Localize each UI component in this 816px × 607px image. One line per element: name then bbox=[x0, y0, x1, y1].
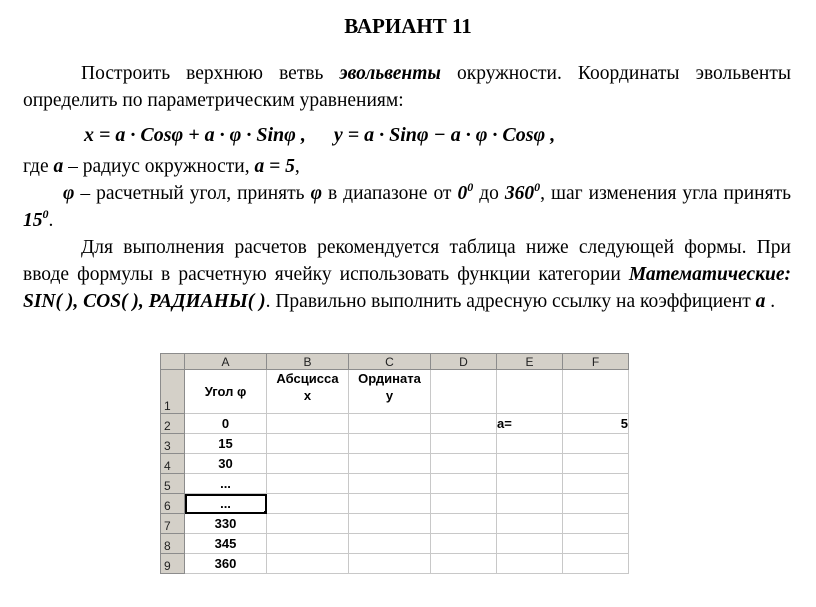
formula-y: y = a · Sinφ − a · φ · Cosφ , bbox=[333, 124, 556, 146]
cell-f6[interactable] bbox=[563, 494, 629, 514]
instructions-end: . bbox=[765, 291, 776, 312]
cell-d9[interactable] bbox=[431, 554, 497, 574]
row-header-6[interactable]: 6 bbox=[161, 494, 185, 514]
cell-e6[interactable] bbox=[497, 494, 563, 514]
formula-x: x = a · Cosφ + a · φ · Sinφ , bbox=[84, 124, 306, 146]
cell-f2[interactable]: 5 bbox=[563, 414, 629, 434]
cell-f3[interactable] bbox=[563, 434, 629, 454]
cell-e7[interactable] bbox=[497, 514, 563, 534]
spreadsheet-grid bbox=[160, 353, 629, 574]
cell-a1[interactable]: Угол φ bbox=[185, 370, 267, 414]
cell-e9[interactable] bbox=[497, 554, 563, 574]
cell-a5[interactable]: ... bbox=[185, 474, 267, 494]
cell-b5[interactable] bbox=[267, 474, 349, 494]
row-header-7[interactable]: 7 bbox=[161, 514, 185, 534]
page-title: ВАРИАНТ 11 bbox=[344, 14, 472, 38]
task-text-1: Построить верхнюю ветвь bbox=[81, 63, 340, 84]
range-to-degree: 0 bbox=[534, 180, 541, 194]
cell-a6-active[interactable]: ... bbox=[185, 494, 267, 514]
abscissa-label: Абсцисса bbox=[276, 371, 339, 386]
cell-e2[interactable]: a= bbox=[497, 414, 563, 434]
cell-d4[interactable] bbox=[431, 454, 497, 474]
cell-c9[interactable] bbox=[349, 554, 431, 574]
instructions-text-2: . Правильно выполнить адресную ссылку на коэффициент bbox=[265, 291, 756, 312]
phi-text-2: в диапазоне от bbox=[321, 183, 458, 204]
cell-d5[interactable] bbox=[431, 474, 497, 494]
radius-text: – радиус окружности, bbox=[63, 156, 255, 177]
instructions-text-1: Для выполнения расчетов рекомендуется таблица ниже следующей формы. При вводе формулы в расчетную ячейку использовать функции категории bbox=[23, 237, 791, 285]
cell-b6[interactable] bbox=[267, 494, 349, 514]
phi-text-4: , шаг изменения угла принять bbox=[540, 183, 791, 204]
cell-d6[interactable] bbox=[431, 494, 497, 514]
row-header-2[interactable]: 2 bbox=[161, 414, 185, 434]
cell-e5[interactable] bbox=[497, 474, 563, 494]
cell-f8[interactable] bbox=[563, 534, 629, 554]
cell-c6[interactable] bbox=[349, 494, 431, 514]
ordinate-label: Ордината bbox=[358, 371, 421, 386]
cell-e4[interactable] bbox=[497, 454, 563, 474]
column-header-f[interactable]: F bbox=[563, 354, 629, 370]
cell-f7[interactable] bbox=[563, 514, 629, 534]
cell-f1[interactable] bbox=[563, 370, 629, 414]
cell-f4[interactable] bbox=[563, 454, 629, 474]
task-paragraph bbox=[23, 60, 791, 114]
row-header-8[interactable]: 8 bbox=[161, 534, 185, 554]
cell-b3[interactable] bbox=[267, 434, 349, 454]
corner-cell[interactable] bbox=[161, 354, 185, 370]
radius-comma: , bbox=[294, 156, 300, 177]
task-text-2: окружности. Координаты эвольвенты определить по параметрическим уравнениям: bbox=[23, 63, 791, 111]
cell-a3[interactable]: 15 bbox=[185, 434, 267, 454]
cell-c2[interactable] bbox=[349, 414, 431, 434]
row-header-3[interactable]: 3 bbox=[161, 434, 185, 454]
column-header-b[interactable]: B bbox=[267, 354, 349, 370]
ordinate-symbol: y bbox=[385, 388, 394, 403]
cell-a7[interactable]: 330 bbox=[185, 514, 267, 534]
cell-b9[interactable] bbox=[267, 554, 349, 574]
cell-b4[interactable] bbox=[267, 454, 349, 474]
functions-list: Математические: SIN( ), COS( ), РАДИАНЫ( ) bbox=[23, 264, 791, 312]
cell-a9[interactable]: 360 bbox=[185, 554, 267, 574]
cell-d7[interactable] bbox=[431, 514, 497, 534]
cell-d3[interactable] bbox=[431, 434, 497, 454]
instructions-paragraph bbox=[23, 234, 791, 315]
cell-a8[interactable]: 345 bbox=[185, 534, 267, 554]
cell-c3[interactable] bbox=[349, 434, 431, 454]
phi-text-1: – расчетный угол, принять bbox=[74, 183, 311, 204]
cell-d1[interactable] bbox=[431, 370, 497, 414]
coef-symbol: a bbox=[755, 291, 766, 312]
column-header-c[interactable]: C bbox=[349, 354, 431, 370]
cell-f9[interactable] bbox=[563, 554, 629, 574]
abscissa-symbol: x bbox=[303, 388, 312, 403]
cell-c4[interactable] bbox=[349, 454, 431, 474]
cell-e8[interactable] bbox=[497, 534, 563, 554]
cell-a2[interactable]: 0 bbox=[185, 414, 267, 434]
cell-e3[interactable] bbox=[497, 434, 563, 454]
cell-f5[interactable] bbox=[563, 474, 629, 494]
involute-term: эвольвенты bbox=[339, 63, 441, 84]
cell-c8[interactable] bbox=[349, 534, 431, 554]
cell-b1[interactable] bbox=[267, 370, 349, 414]
row-header-5[interactable]: 5 bbox=[161, 474, 185, 494]
cell-c7[interactable] bbox=[349, 514, 431, 534]
cell-c5[interactable] bbox=[349, 474, 431, 494]
cell-d8[interactable] bbox=[431, 534, 497, 554]
column-header-e[interactable]: E bbox=[497, 354, 563, 370]
radius-symbol: a bbox=[53, 156, 64, 177]
range-from: 0 bbox=[457, 183, 468, 204]
radius-value: a = 5 bbox=[254, 156, 295, 177]
cell-b2[interactable] bbox=[267, 414, 349, 434]
phi-text-3: до bbox=[473, 183, 505, 204]
cell-d2[interactable] bbox=[431, 414, 497, 434]
row-header-1[interactable]: 1 bbox=[161, 370, 185, 414]
parameters-paragraph bbox=[23, 153, 791, 234]
range-from-degree: 0 bbox=[467, 180, 474, 194]
spreadsheet bbox=[160, 353, 629, 574]
phi-end: . bbox=[48, 210, 54, 231]
column-header-a[interactable]: A bbox=[185, 354, 267, 370]
cell-a4[interactable]: 30 bbox=[185, 454, 267, 474]
row-header-9[interactable]: 9 bbox=[161, 554, 185, 574]
cell-c1[interactable] bbox=[349, 370, 431, 414]
row-header-4[interactable]: 4 bbox=[161, 454, 185, 474]
where-prefix: где bbox=[23, 156, 54, 177]
cell-e1[interactable] bbox=[497, 370, 563, 414]
range-to: 360 bbox=[504, 183, 535, 204]
step-value: 15 bbox=[23, 210, 43, 231]
cell-b8[interactable] bbox=[267, 534, 349, 554]
parametric-equations bbox=[84, 124, 555, 147]
step-degree: 0 bbox=[42, 207, 49, 221]
column-header-d[interactable]: D bbox=[431, 354, 497, 370]
phi-symbol-2: φ bbox=[310, 183, 322, 204]
phi-symbol: φ bbox=[63, 183, 75, 204]
cell-b7[interactable] bbox=[267, 514, 349, 534]
